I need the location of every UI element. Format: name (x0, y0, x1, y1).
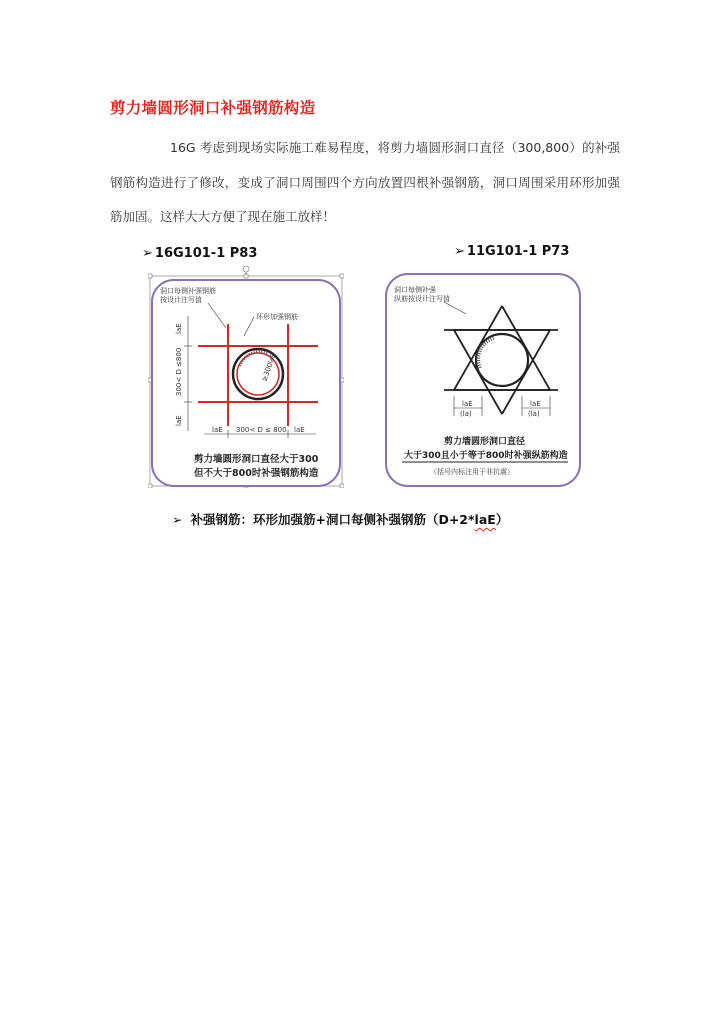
source-left-label: 16G101-1 P83 (154, 246, 258, 261)
figure-16g101 (148, 266, 344, 488)
source-right (454, 244, 569, 259)
fig1-label-ring: 环形加强钢筋 (256, 313, 298, 321)
fig2-lae-left: laE (462, 400, 473, 408)
fig1-lae-right: laE (294, 426, 305, 434)
summary-text-end: ） (495, 512, 509, 527)
figure-11g101 (382, 268, 584, 490)
fig1-lae-bottom: laE (175, 415, 183, 426)
fig1-label-each-side: 洞口每侧补强钢筋 (160, 287, 216, 295)
source-right-label: 11G101-1 P73 (466, 244, 570, 259)
page-title: 剪力墙圆形洞口补强钢筋构造 (110, 99, 316, 117)
bullet-arrow-icon: ➢ (454, 244, 465, 259)
summary-text-main: 补强钢筋：环形加强筋+洞口每侧补强钢筋（D+2* (190, 512, 475, 527)
fig2-label-each-side-2: 纵筋按设计注写值 (394, 295, 450, 303)
bullet-arrow-icon: ➢ (142, 246, 153, 261)
body-paragraph (110, 131, 620, 235)
summary-line (172, 510, 508, 528)
fig2-la-right: (la) (528, 410, 540, 418)
bullet-arrow-icon: ➢ (172, 512, 183, 527)
fig1-dim-vertical: 300< D ≤800 (175, 347, 183, 396)
fig1-dim-horizontal: 300< D ≤ 800 (236, 426, 287, 434)
fig2-la-left: (la) (460, 410, 472, 418)
fig1-lae-left: laE (212, 426, 223, 434)
fig1-label-lae-inner: laE (266, 352, 278, 365)
fig1-caption-line2: 但不大于800时补强钢筋构造 (194, 468, 319, 479)
fig2-caption-line1: 剪力墙圆形洞口直径 (444, 437, 526, 447)
paragraph-text: 16G 考虑到现场实际施工难易程度，将剪力墙圆形洞口直径（300,800）的补强钢筋构造进行了修改，变成了洞口周围四个方向放置四根补强钢筋，洞口周围采用环形加强筋加固。这样大大方便了现在施工放样！ (110, 140, 620, 224)
fig1-label-gt300: ≥300 (260, 361, 275, 383)
summary-text-lae: laE (474, 512, 496, 527)
fig1-lae-top: laE (175, 323, 183, 334)
fig1-caption-line1: 剪力墙圆形洞口直径大于300 (194, 454, 319, 465)
fig2-caption-line2: 大于300且小于等于800时补强纵筋构造 (404, 451, 568, 461)
fig2-label-each-side: 洞口每侧补强 (394, 286, 436, 294)
fig1-label-each-side-2: 按设计注写值 (160, 296, 202, 304)
fig2-lae-right: laE (530, 400, 541, 408)
fig2-caption-line3: （括号内标注用于非抗震） (430, 468, 514, 476)
source-left (142, 246, 257, 261)
